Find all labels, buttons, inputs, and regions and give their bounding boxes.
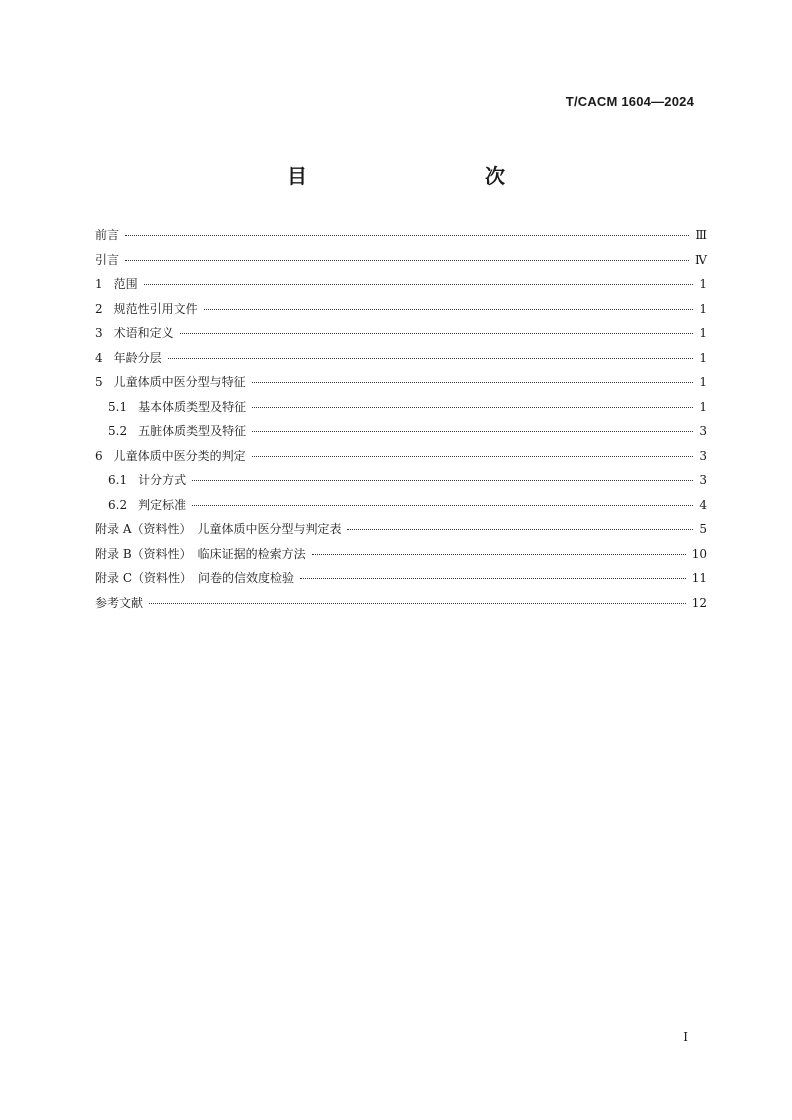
- toc-leader-dots: [125, 235, 689, 236]
- toc-entry[interactable]: [95, 422, 707, 447]
- toc-leader-dots: [204, 309, 693, 310]
- toc-leader-dots: [312, 554, 686, 555]
- toc-entry-page: 3: [699, 424, 707, 438]
- toc-entry-number: 3: [95, 326, 103, 340]
- toc-leader-dots: [252, 382, 693, 383]
- toc-leader-dots: [347, 529, 693, 530]
- toc-leader-dots: [300, 578, 686, 579]
- toc-entry[interactable]: [95, 520, 707, 545]
- toc-entry[interactable]: [95, 373, 707, 398]
- toc-entry-label: 计分方式: [138, 473, 187, 487]
- toc-entry-page: 3: [699, 473, 707, 487]
- toc-entry-number: 5.1: [108, 399, 128, 414]
- toc-leader-dots: [252, 456, 693, 457]
- toc-entry-number: 6.2: [108, 497, 128, 512]
- toc-entry-page: 10: [691, 546, 707, 561]
- toc-entry[interactable]: [95, 398, 707, 423]
- toc-leader-dots: [192, 505, 693, 506]
- toc-entry-label: 附录 B（资料性） 临床证据的检索方法: [95, 546, 306, 561]
- toc-entry-page: 1: [699, 375, 707, 389]
- toc-entry-page: 11: [691, 571, 707, 585]
- toc-entry-number: 4: [95, 350, 103, 365]
- toc-entry-label: 规范性引用文件: [113, 301, 198, 316]
- toc-entry-number: 2: [95, 301, 103, 316]
- toc-entry[interactable]: [95, 594, 707, 619]
- toc-entry[interactable]: [95, 496, 707, 521]
- toc-entry-label: 判定标准: [138, 497, 187, 512]
- toc-entry[interactable]: [95, 545, 707, 570]
- toc-entry-label: 基本体质类型及特征: [138, 399, 247, 414]
- toc-entry-label: 前言: [95, 228, 120, 242]
- toc-entry-number: 6: [95, 448, 103, 463]
- table-of-contents: [95, 226, 707, 618]
- toc-entry[interactable]: [95, 349, 707, 374]
- toc-entry-number: 5: [95, 375, 103, 389]
- toc-entry[interactable]: [95, 447, 707, 472]
- toc-entry-label: 五脏体质类型及特征: [138, 424, 247, 438]
- page-number: I: [683, 1030, 688, 1044]
- toc-entry-page: 1: [699, 399, 707, 414]
- toc-entry[interactable]: [95, 324, 707, 349]
- toc-entry-page: Ⅲ: [695, 228, 707, 242]
- toc-entry-page: 4: [699, 497, 707, 512]
- toc-entry-label: 参考文献: [95, 595, 144, 610]
- toc-leader-dots: [252, 407, 693, 408]
- toc-entry-label: 范围: [113, 277, 138, 291]
- toc-entry-number: 5.2: [108, 424, 128, 438]
- toc-leader-dots: [252, 431, 693, 432]
- toc-entry[interactable]: [95, 471, 707, 496]
- toc-entry-page: Ⅳ: [695, 252, 707, 267]
- toc-entry[interactable]: [95, 226, 707, 251]
- toc-entry-number: 6.1: [108, 473, 128, 487]
- toc-entry-label: 术语和定义: [113, 326, 174, 340]
- toc-entry-page: 5: [699, 522, 707, 536]
- toc-entry-page: 1: [699, 350, 707, 365]
- page-title: 目 次: [287, 164, 551, 188]
- toc-entry-number: 1: [95, 277, 103, 291]
- toc-entry-page: 3: [699, 448, 707, 463]
- toc-entry-label: 附录 C（资料性） 问卷的信效度检验: [95, 571, 294, 585]
- toc-leader-dots: [168, 358, 693, 359]
- toc-entry-label: 引言: [95, 252, 120, 267]
- toc-entry-page: 1: [699, 326, 707, 340]
- toc-entry-page: 1: [699, 277, 707, 291]
- standard-code: T/CACM 1604—2024: [565, 94, 694, 109]
- toc-entry-label: 儿童体质中医分类的判定: [113, 448, 246, 463]
- toc-entry-label: 儿童体质中医分型与特征: [113, 375, 246, 389]
- toc-entry[interactable]: [95, 275, 707, 300]
- toc-entry[interactable]: [95, 251, 707, 276]
- toc-entry[interactable]: [95, 569, 707, 594]
- toc-leader-dots: [149, 603, 686, 604]
- toc-leader-dots: [144, 284, 693, 285]
- toc-leader-dots: [180, 333, 693, 334]
- toc-entry-label: 年龄分层: [113, 350, 162, 365]
- toc-leader-dots: [125, 260, 689, 261]
- toc-entry-label: 附录 A（资料性） 儿童体质中医分型与判定表: [95, 522, 342, 536]
- toc-entry-page: 12: [691, 595, 707, 610]
- toc-entry-page: 1: [699, 301, 707, 316]
- toc-leader-dots: [192, 480, 693, 481]
- toc-entry[interactable]: [95, 300, 707, 325]
